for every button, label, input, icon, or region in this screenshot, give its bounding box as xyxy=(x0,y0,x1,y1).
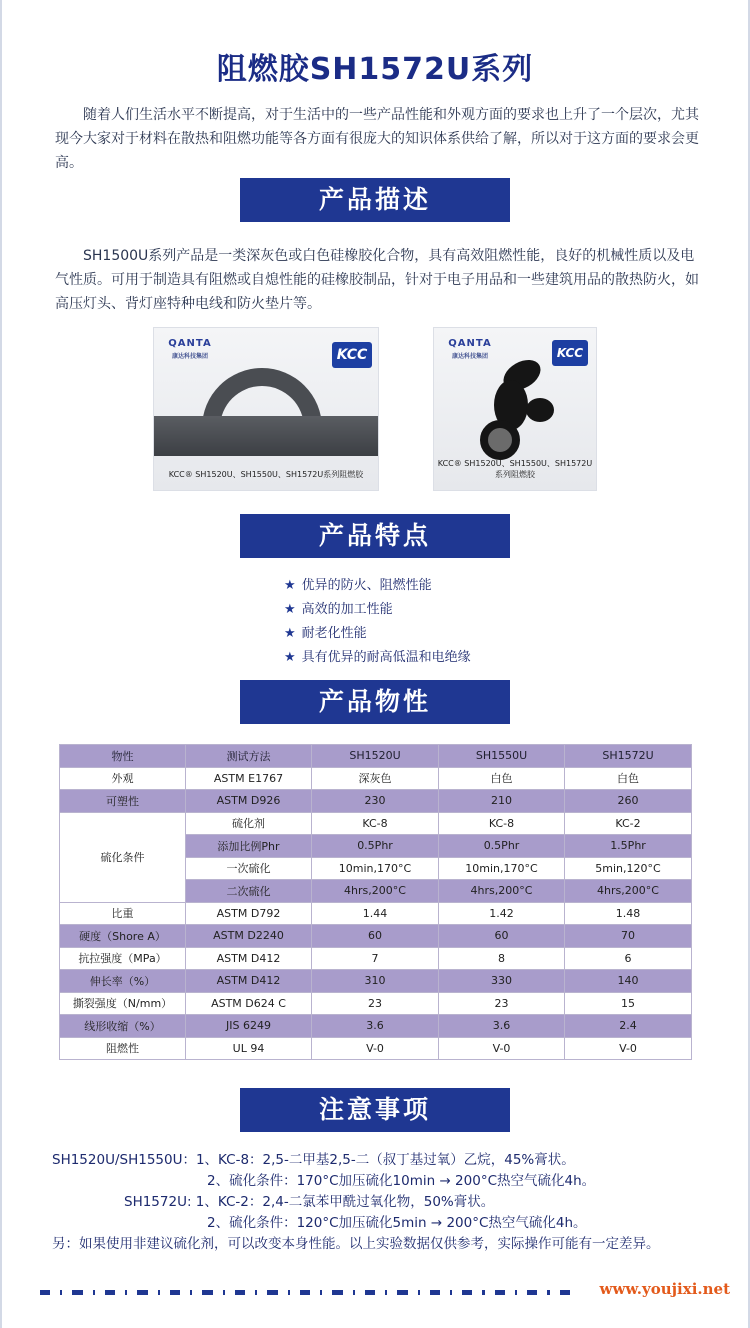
properties-table xyxy=(59,744,692,1060)
dot-mark xyxy=(93,1290,95,1295)
decorative-dash-divider xyxy=(40,1289,580,1295)
section-header-notes: 注意事项 xyxy=(240,1088,510,1132)
photo-caption: KCC® SH1520U、SH1550U、SH1572U系列阻燃胶 xyxy=(168,470,364,479)
table-cell: JIS 6249 xyxy=(186,1015,312,1038)
dot-mark xyxy=(190,1290,192,1295)
table-cell: 2.4 xyxy=(565,1015,692,1038)
table-cell: 1.48 xyxy=(565,902,692,925)
product-photo-tubes xyxy=(433,327,597,491)
feature-item xyxy=(284,598,471,622)
dash-mark xyxy=(365,1290,375,1295)
table-cell: 外观 xyxy=(60,767,186,790)
table-cell: ASTM D412 xyxy=(186,947,312,970)
qanta-logo-text: QANTA xyxy=(168,338,212,349)
dash-mark xyxy=(72,1290,82,1295)
table-cell: 可塑性 xyxy=(60,790,186,813)
dot-mark xyxy=(353,1290,355,1295)
table-cell: ASTM D2240 xyxy=(186,925,312,948)
dash-mark xyxy=(462,1290,472,1295)
table-cell: 阻燃性 xyxy=(60,1037,186,1060)
table-cell: V-0 xyxy=(565,1037,692,1060)
table-cell: 深灰色 xyxy=(312,767,439,790)
dash-mark xyxy=(560,1290,570,1295)
table-row xyxy=(60,812,692,835)
description-text: SH1500U系列产品是一类深灰色或白色硅橡胶化合物，具有高效阻燃性能，良好的机械性质以及电气性质。可用于制造具有阻燃或自熄性能的硅橡胶制品，针对于电子用品和一些建筑用品的散热防火，如高压灯头、背灯座特种电线和防火垫片等。 xyxy=(55,248,699,312)
table-cell: 0.5Phr xyxy=(312,835,439,858)
qanta-logo-text: QANTA xyxy=(448,338,492,349)
intro-paragraph xyxy=(55,103,700,175)
table-cell: UL 94 xyxy=(186,1037,312,1060)
table-cell: 伸长率（%） xyxy=(60,970,186,993)
dot-mark xyxy=(450,1290,452,1295)
dash-mark xyxy=(235,1290,245,1295)
table-row xyxy=(60,925,692,948)
dot-mark xyxy=(158,1290,160,1295)
dot-mark xyxy=(255,1290,257,1295)
dot-mark xyxy=(547,1290,549,1295)
notes-block xyxy=(52,1150,712,1255)
table-row xyxy=(60,947,692,970)
dash-mark xyxy=(137,1290,147,1295)
table-cell: 二次硫化 xyxy=(186,880,312,903)
table-cell: 70 xyxy=(565,925,692,948)
star-icon: ★ xyxy=(284,626,296,641)
table-cell: 23 xyxy=(312,992,439,1015)
table-header-row xyxy=(60,745,692,768)
table-cell: 一次硫化 xyxy=(186,857,312,880)
dash-mark xyxy=(40,1290,50,1295)
table-cell: 比重 xyxy=(60,902,186,925)
dot-mark xyxy=(60,1290,62,1295)
qanta-logo xyxy=(442,338,498,360)
dot-mark xyxy=(223,1290,225,1295)
table-row xyxy=(60,970,692,993)
feature-text: 耐老化性能 xyxy=(301,626,367,641)
star-icon: ★ xyxy=(284,650,296,665)
dot-mark xyxy=(385,1290,387,1295)
table-cell: KC-8 xyxy=(312,812,439,835)
feature-text: 高效的加工性能 xyxy=(301,602,393,617)
table-cell: 1.44 xyxy=(312,902,439,925)
table-cell: 330 xyxy=(439,970,565,993)
dash-mark xyxy=(105,1290,115,1295)
dash-mark xyxy=(267,1290,277,1295)
table-cell: 4hrs,200°C xyxy=(312,880,439,903)
table-cell: KC-8 xyxy=(439,812,565,835)
table-cell: 1.42 xyxy=(439,902,565,925)
dash-mark xyxy=(495,1290,505,1295)
table-cell: 60 xyxy=(439,925,565,948)
dash-mark xyxy=(202,1290,212,1295)
table-header-cell: SH1550U xyxy=(439,745,565,768)
dash-mark xyxy=(397,1290,407,1295)
dot-mark xyxy=(418,1290,420,1295)
table-cell: KC-2 xyxy=(565,812,692,835)
note-line: 另：如果使用非建议硫化剂，可以改变本身性能。以上实验数据仅供参考，实际操作可能有一定差异。 xyxy=(52,1236,660,1252)
table-header-cell: SH1520U xyxy=(312,745,439,768)
table-row xyxy=(60,1015,692,1038)
dash-mark xyxy=(332,1290,342,1295)
table-cell: 0.5Phr xyxy=(439,835,565,858)
table-cell: 3.6 xyxy=(312,1015,439,1038)
note-line: SH1572U: 1、KC-2：2,4-二氯苯甲酰过氧化物，50%膏状。 xyxy=(124,1194,495,1210)
table-cell: ASTM D624 C xyxy=(186,992,312,1015)
table-cell: ASTM D412 xyxy=(186,970,312,993)
rubber-tube-shape xyxy=(480,420,520,460)
table-cell: 230 xyxy=(312,790,439,813)
dot-mark xyxy=(515,1290,517,1295)
feature-list xyxy=(284,574,471,670)
table-cell: 线形收缩（%） xyxy=(60,1015,186,1038)
table-cell: 140 xyxy=(565,970,692,993)
star-icon: ★ xyxy=(284,602,296,617)
table-cell: 添加比例Phr xyxy=(186,835,312,858)
kcc-logo: KCC xyxy=(332,342,372,368)
table-cell: 4hrs,200°C xyxy=(439,880,565,903)
table-row xyxy=(60,1037,692,1060)
table-cell: 8 xyxy=(439,947,565,970)
table-cell: ASTM E1767 xyxy=(186,767,312,790)
qanta-logo xyxy=(162,338,218,360)
table-cell: 撕裂强度（N/mm） xyxy=(60,992,186,1015)
table-cell: 23 xyxy=(439,992,565,1015)
feature-item xyxy=(284,646,471,670)
page-title: 阻燃胶SH1572U系列 xyxy=(216,52,534,87)
table-row xyxy=(60,790,692,813)
note-line: 2、硫化条件：120°C加压硫化5min → 200°C热空气硫化4h。 xyxy=(207,1215,587,1231)
table-cell: 白色 xyxy=(439,767,565,790)
section-header-properties: 产品物性 xyxy=(240,680,510,724)
rubber-tube-shape xyxy=(526,398,554,422)
table-cell: 4hrs,200°C xyxy=(565,880,692,903)
feature-text: 具有优异的耐高低温和电绝缘 xyxy=(301,650,471,665)
table-cell: 1.5Phr xyxy=(565,835,692,858)
star-icon: ★ xyxy=(284,578,296,593)
feature-item xyxy=(284,622,471,646)
dash-mark xyxy=(430,1290,440,1295)
dash-mark xyxy=(527,1290,537,1295)
dot-mark xyxy=(320,1290,322,1295)
dot-mark xyxy=(125,1290,127,1295)
dot-mark xyxy=(482,1290,484,1295)
table-cell: 抗拉强度（MPa） xyxy=(60,947,186,970)
table-cell: 5min,120°C xyxy=(565,857,692,880)
table-cell: V-0 xyxy=(439,1037,565,1060)
qanta-logo-subtext: 康达科技集团 xyxy=(171,353,208,360)
table-cell: ASTM D792 xyxy=(186,902,312,925)
page-border-left xyxy=(0,0,2,1328)
rubber-sheet-flat-shape xyxy=(154,416,379,456)
table-cell: 3.6 xyxy=(439,1015,565,1038)
table-row xyxy=(60,902,692,925)
section-header-features: 产品特点 xyxy=(240,514,510,558)
description-paragraph xyxy=(55,244,700,316)
table-group-cell-cure: 硫化条件 xyxy=(60,812,186,902)
intro-text: 随着人们生活水平不断提高，对于生活中的一些产品性能和外观方面的要求也上升了一个层次，尤其现今大家对于材料在散热和阻燃功能等各方面有很庞大的知识体系供给了解，所以对于这方面的要求会更高。 xyxy=(55,107,699,171)
table-cell: 210 xyxy=(439,790,565,813)
kcc-logo: KCC xyxy=(552,340,588,366)
photo-caption: KCC® SH1520U、SH1550U、SH1572U系列阻燃胶 xyxy=(437,459,593,479)
table-row xyxy=(60,992,692,1015)
table-cell: ASTM D926 xyxy=(186,790,312,813)
dash-mark xyxy=(300,1290,310,1295)
site-watermark: www.youjixi.net xyxy=(599,1280,730,1298)
note-line: 2、硫化条件：170°C加压硫化10min → 200°C热空气硫化4h。 xyxy=(207,1173,596,1189)
table-cell: 60 xyxy=(312,925,439,948)
qanta-logo-subtext: 康达科技集团 xyxy=(451,353,488,360)
product-photo-sheet xyxy=(153,327,379,491)
table-header-cell: 测试方法 xyxy=(186,745,312,768)
note-line: SH1520U/SH1550U：1、KC-8：2,5-二甲基2,5-二（叔丁基过氧）乙烷，45%膏状。 xyxy=(52,1152,575,1168)
table-cell: V-0 xyxy=(312,1037,439,1060)
table-header-cell: SH1572U xyxy=(565,745,692,768)
table-row xyxy=(60,767,692,790)
table-cell: 硫化剂 xyxy=(186,812,312,835)
table-cell: 6 xyxy=(565,947,692,970)
table-cell: 7 xyxy=(312,947,439,970)
table-cell: 15 xyxy=(565,992,692,1015)
table-cell: 10min,170°C xyxy=(439,857,565,880)
feature-item xyxy=(284,574,471,598)
table-cell: 硬度（Shore A） xyxy=(60,925,186,948)
feature-text: 优异的防火、阻燃性能 xyxy=(301,578,432,593)
table-cell: 310 xyxy=(312,970,439,993)
section-header-description: 产品描述 xyxy=(240,178,510,222)
table-header-cell: 物性 xyxy=(60,745,186,768)
table-cell: 10min,170°C xyxy=(312,857,439,880)
dot-mark xyxy=(288,1290,290,1295)
table-cell: 白色 xyxy=(565,767,692,790)
table-cell: 260 xyxy=(565,790,692,813)
dash-mark xyxy=(170,1290,180,1295)
